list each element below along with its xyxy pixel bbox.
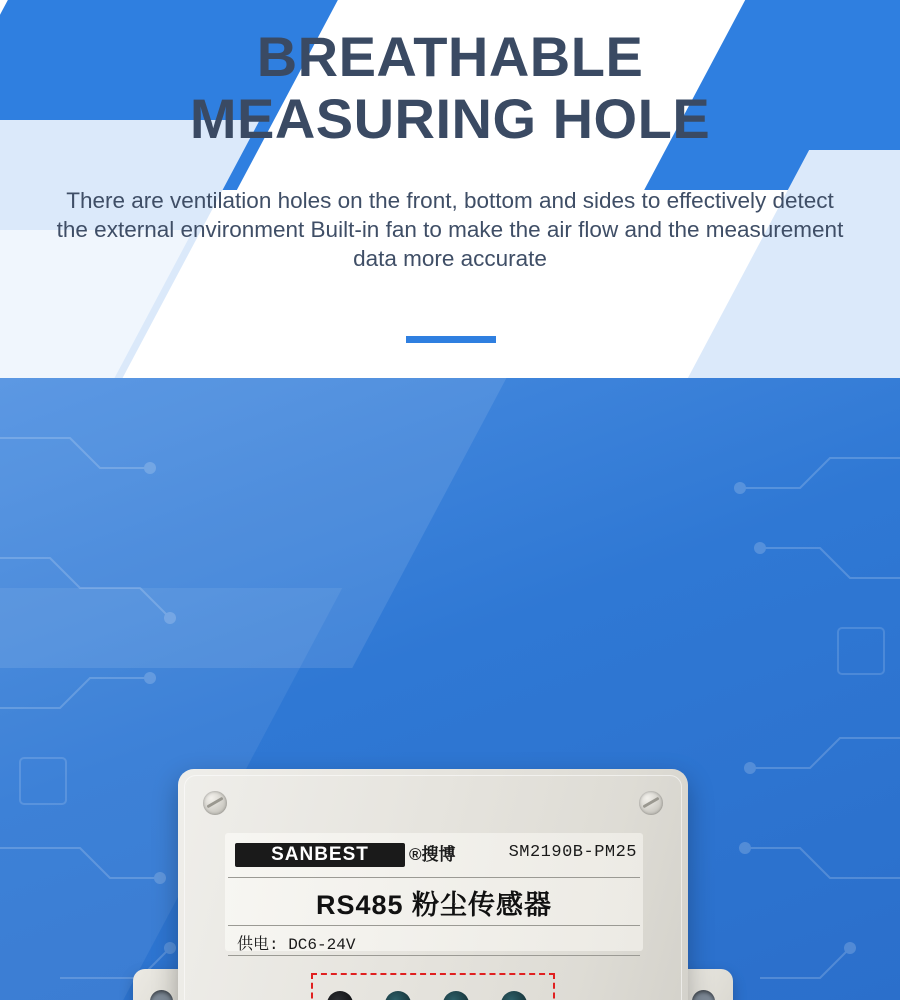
accent-underline (406, 336, 496, 343)
model-number-text: SM2190B-PM25 (508, 843, 637, 862)
label-divider-1 (228, 877, 640, 878)
ventilation-hole-grid (319, 981, 543, 1000)
vent-hole (501, 991, 527, 1000)
headline-block (0, 26, 900, 150)
product-photo-area (0, 378, 900, 1000)
product-name-text: RS485 粉尘传感器 (315, 890, 553, 920)
brand-chinese-text: 搜博 (421, 845, 456, 864)
screw-top-left (203, 791, 227, 815)
power-supply-text: 供电: DC6-24V (237, 936, 356, 954)
dust-sensor-device (133, 761, 733, 1000)
headline-line-2: MEASURING HOLE (189, 87, 711, 150)
brand-logo (235, 843, 405, 867)
subheadline-text: There are ventilation holes on the front, bottom and sides to effectively detect the external environment Built-in fan to make the air flow and the measurement data more accurate (56, 188, 844, 271)
brand-chinese-name (409, 843, 456, 867)
brand-registered-mark: ® (409, 845, 422, 864)
vent-hole (327, 991, 353, 1000)
label-divider-2 (228, 925, 640, 926)
label-divider-3 (228, 955, 640, 956)
vent-hole (385, 991, 411, 1000)
vent-hole (443, 991, 469, 1000)
brand-logo-text: SANBEST (271, 844, 369, 865)
headline-line-1: BREATHABLE (256, 25, 644, 88)
screw-top-right (639, 791, 663, 815)
header-section (0, 0, 900, 378)
